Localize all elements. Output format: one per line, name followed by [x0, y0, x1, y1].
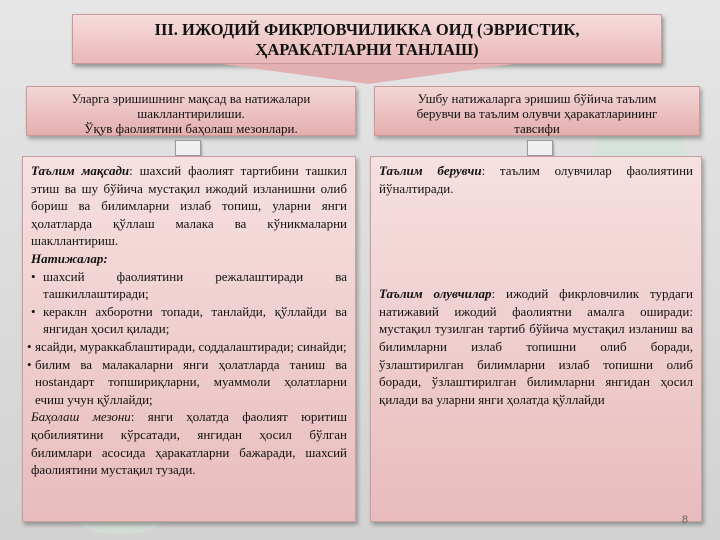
teacher-label: Таълим берувчи: [379, 163, 482, 178]
goal-text: : шахсий фаолият тартибини ташкил этиш ва шу бўйича мустақил ижодий изланишни олиб бориш ва билимларни излаб топиш, уларни янги ҳолатларда қўллаш малака ва кўникмаларни шакллантириш.: [31, 163, 347, 249]
result-item: • шахсий фаолиятини режалаштиради ва ташкиллаштиради;: [31, 268, 347, 303]
student-paragraph: [379, 285, 693, 408]
result-item: • ясайди, мураккаблаштиради, соддалаштиради; синайди;: [31, 338, 347, 356]
left-header-line-3: Ўқув фаолиятини баҳолаш мезонлари.: [84, 121, 298, 136]
result-item: • кераклн ахборотни топади, танлайди, қўллайди ва янгидан ҳосил қилади;: [31, 303, 347, 338]
teacher-text: : таълим олувчилар фаолиятини йўналтиради.: [379, 163, 693, 196]
criteria-label: Баҳолаш мезони: [31, 409, 131, 425]
right-header-line-2: берувчи ва таълим олувчи ҳаракатларининг: [416, 106, 658, 121]
right-header-line-1: Ушбу натижаларга эришиш бўйича таълим: [417, 91, 657, 106]
right-connector-icon: [527, 140, 553, 156]
title-line-2: ҲАРАКАТЛАРНИ ТАНЛАШ): [255, 40, 479, 59]
right-header-line-3: тавсифи: [514, 121, 560, 136]
left-header-line-2: шакллантирилиши.: [137, 106, 245, 121]
left-header: [26, 86, 356, 136]
left-header-line-1: Уларга эришишнинг мақсад ва натижалари: [71, 91, 311, 106]
student-label: Таълим олувчилар: [379, 286, 492, 302]
results-label: Натижалар:: [31, 250, 108, 266]
result-item: • билим ва малакаларни янги ҳолатларда таниш ва нostaндарт топшириқларни, муаммоли ҳолатларни ечиш учун қўллайди;: [31, 356, 347, 409]
title-line-1: III. ИЖОДИЙ ФИКРЛОВЧИЛИККА ОИД (ЭВРИСТИК,: [154, 20, 580, 39]
goal-label: Таълим мақсади: [31, 163, 130, 178]
criteria-paragraph: [31, 408, 347, 478]
right-panel: [370, 156, 702, 522]
criteria-text: : янги ҳолатда фаолият юритиш қобилиятини кўрсатади, янгидан ҳосил бўлган билимлари асосида ҳаракатларни бажаради, шахсий фаолиятини мустақил тузади.: [31, 409, 347, 478]
title-arrow: [222, 64, 514, 84]
spacer: [379, 197, 693, 285]
left-connector-icon: [175, 140, 201, 156]
slide-title: [72, 14, 662, 64]
teacher-paragraph: [379, 162, 693, 197]
student-text: : ижодий фикрловчилик турдаги натижавий ижодий фаолиятни амалга оширади: мустақил тузилган тартиб бўйича мустақил изланиш ва билимларни излаб топишни олиб боради, ўзлаштирилган билимларни излаб топишни олиб боради, ўзлаштирилган билимларни янгидан ҳосил қилади ва уларни янги ҳолатда қўллайди: [379, 286, 694, 407]
right-header: [374, 86, 700, 136]
left-panel: [22, 156, 356, 522]
page-number: 8: [681, 514, 688, 526]
goal-paragraph: [31, 162, 347, 250]
